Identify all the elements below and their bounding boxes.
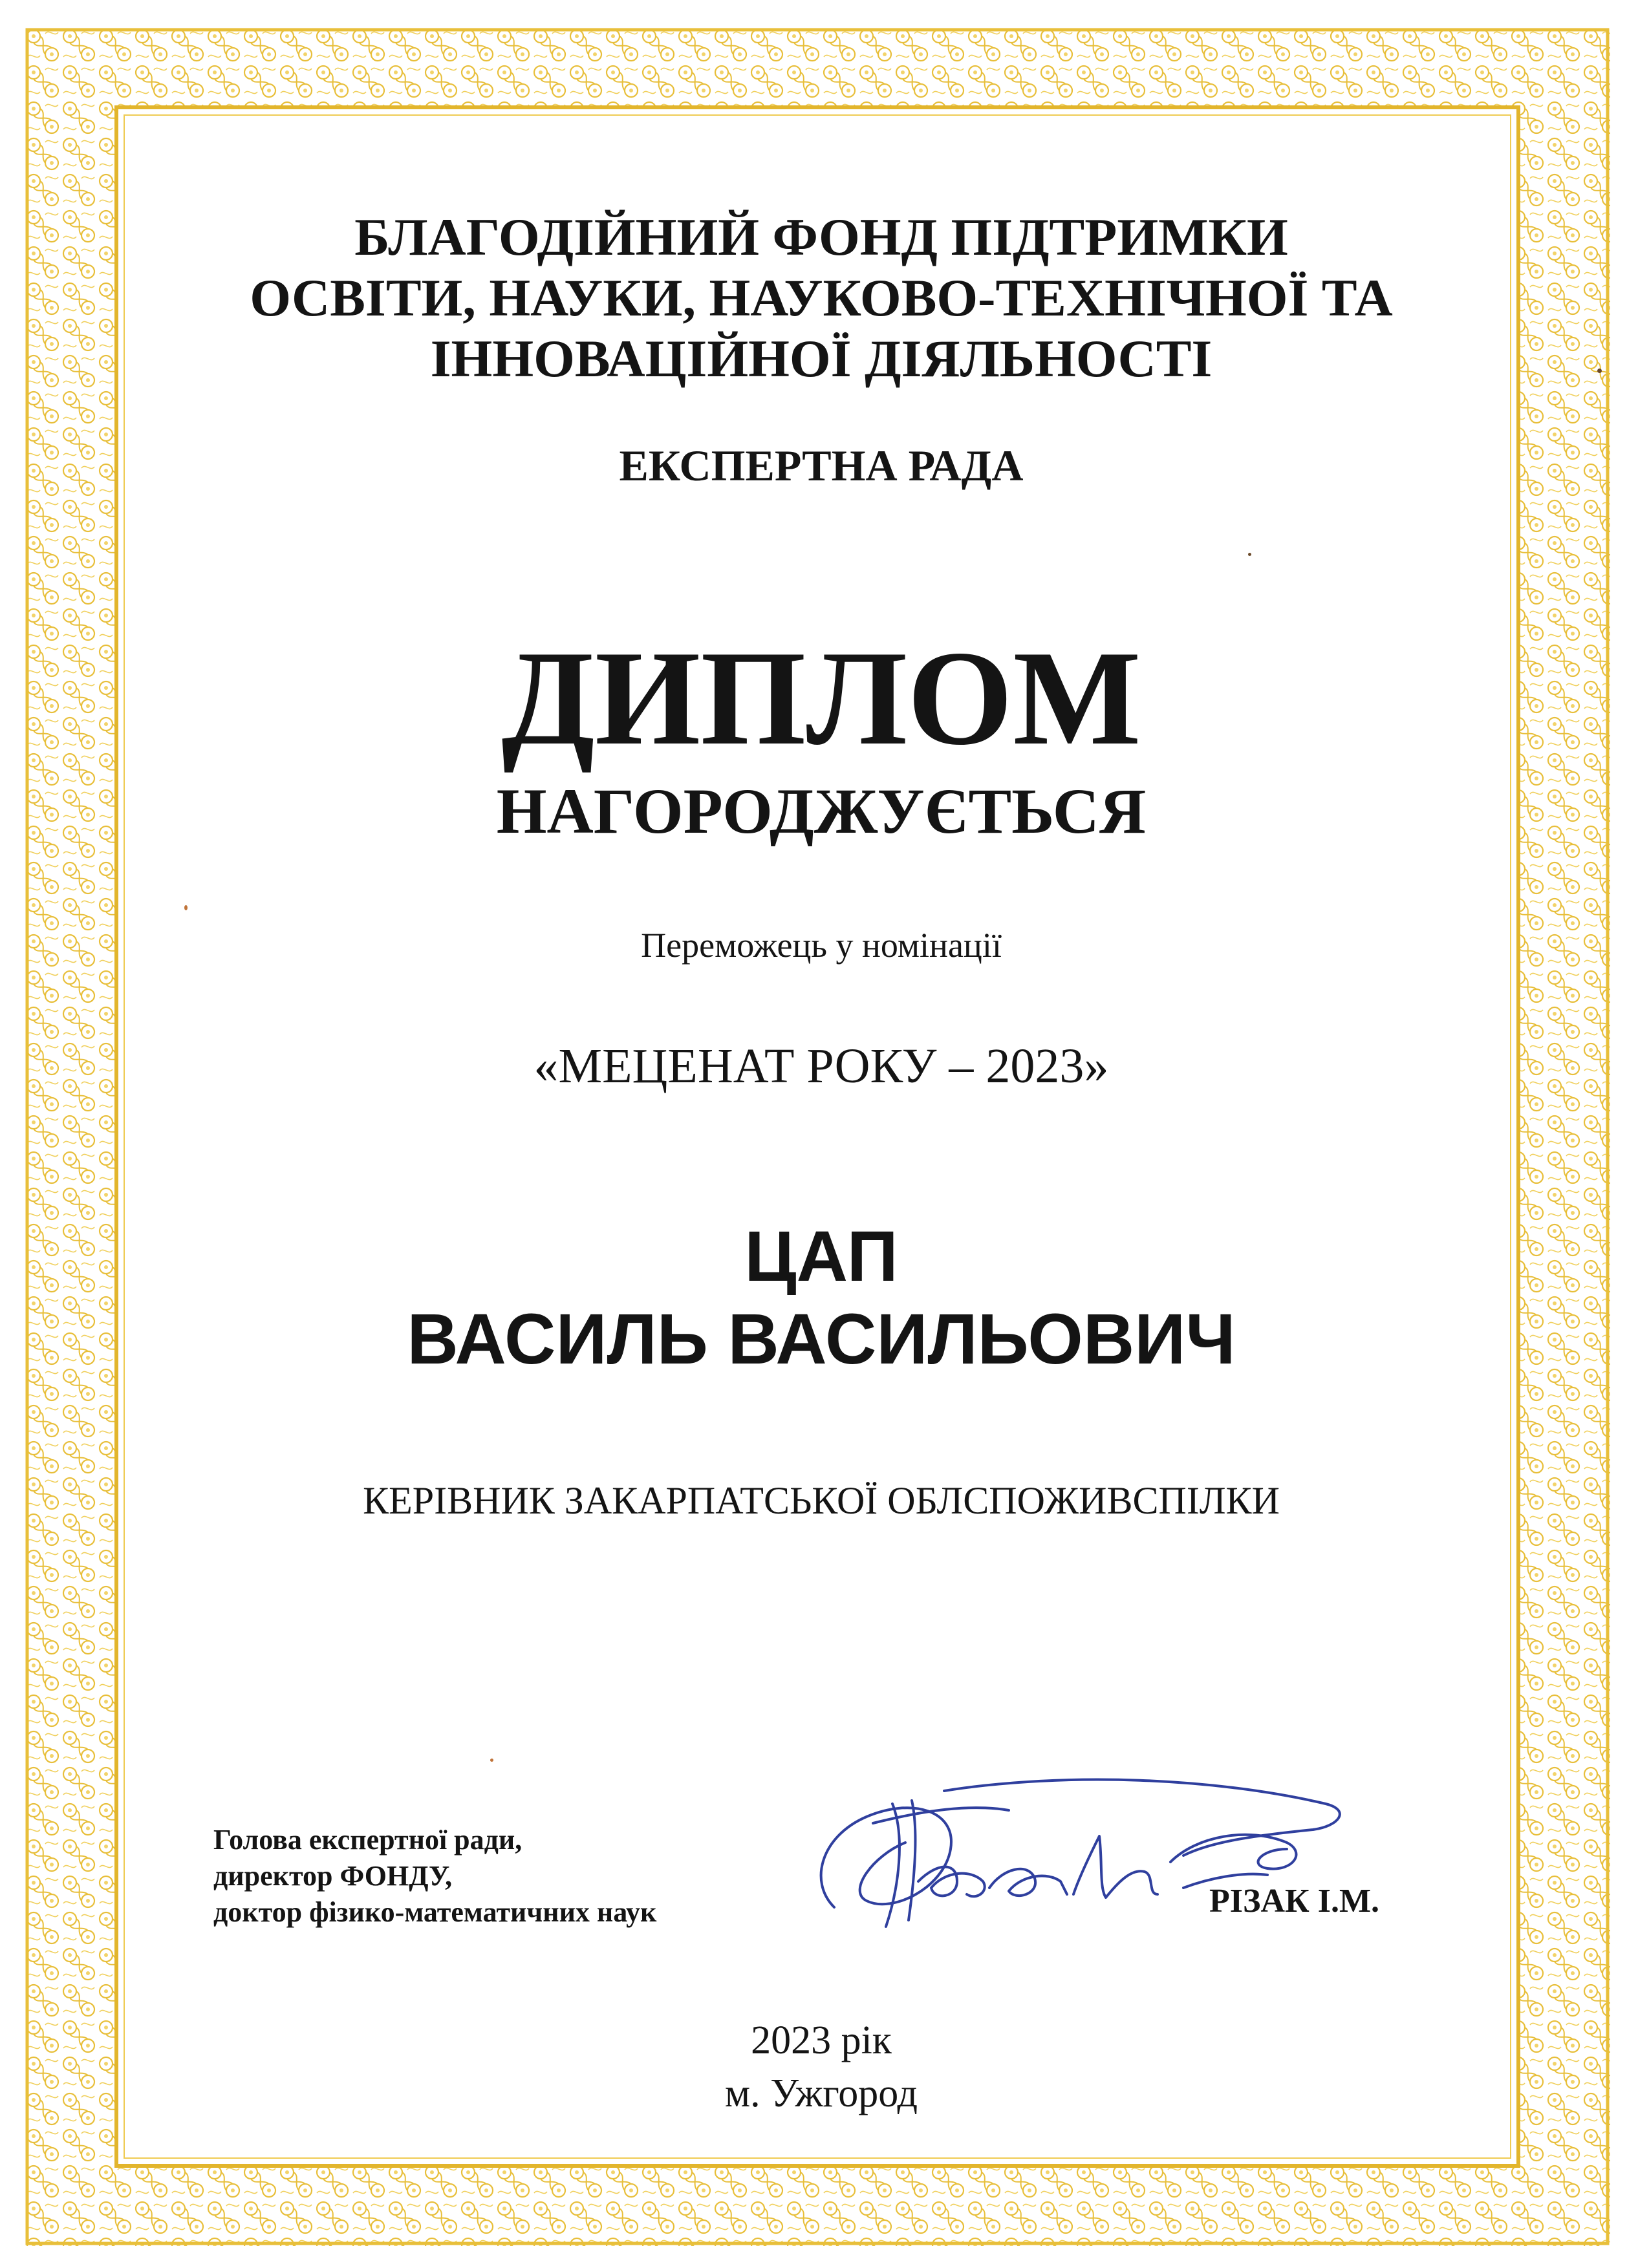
diploma-content xyxy=(123,149,1520,2121)
recipient-given-names: ВАСИЛЬ ВАСИЛЬОВИЧ xyxy=(407,1300,1236,1379)
recipient-position: КЕРІВНИК ЗАКАРПАТСЬКОЇ ОБЛСПОЖИВСПІЛКИ xyxy=(363,1479,1280,1522)
nomination-intro: Переможець у номінації xyxy=(641,926,1002,965)
nomination-title: «МЕЦЕНАТ РОКУ – 2023» xyxy=(534,1039,1109,1093)
organization-line: БЛАГОДІЙНИЙ ФОНД ПІДТРИМКИ xyxy=(354,208,1288,266)
recipient-surname: ЦАП xyxy=(744,1217,898,1296)
paper-speck xyxy=(184,905,188,910)
organization-name xyxy=(123,207,1520,389)
paper-speck xyxy=(1248,553,1251,556)
issue-year: 2023 рік xyxy=(751,2018,892,2062)
signatory-line: Голова експертної ради, xyxy=(213,1824,523,1856)
paper-speck xyxy=(490,1759,493,1762)
organization-line: ІННОВАЦІЙНОЇ ДІЯЛЬНОСТІ xyxy=(430,329,1212,388)
recipient-name xyxy=(123,1215,1520,1381)
document-type-title: ДИПЛОМ xyxy=(501,623,1141,773)
signatory-line: доктор фізико-математичних наук xyxy=(213,1896,657,1928)
awarded-heading: НАГОРОДЖУЄТЬСЯ xyxy=(496,775,1147,847)
handwritten-signature-icon xyxy=(795,1765,1364,1959)
organization-line: ОСВІТИ, НАУКИ, НАУКОВО-ТЕХНІЧНОЇ ТА xyxy=(250,268,1393,327)
issue-city: м. Ужгород xyxy=(724,2071,918,2115)
signatory-line: директор ФОНДУ, xyxy=(213,1860,453,1892)
signer-name: РІЗАК І.М. xyxy=(1209,1883,1380,1920)
council-title: ЕКСПЕРТНА РАДА xyxy=(619,441,1024,490)
paper-speck xyxy=(1597,369,1602,373)
signatory-title xyxy=(213,1822,795,1931)
issue-footer xyxy=(123,2014,1520,2120)
